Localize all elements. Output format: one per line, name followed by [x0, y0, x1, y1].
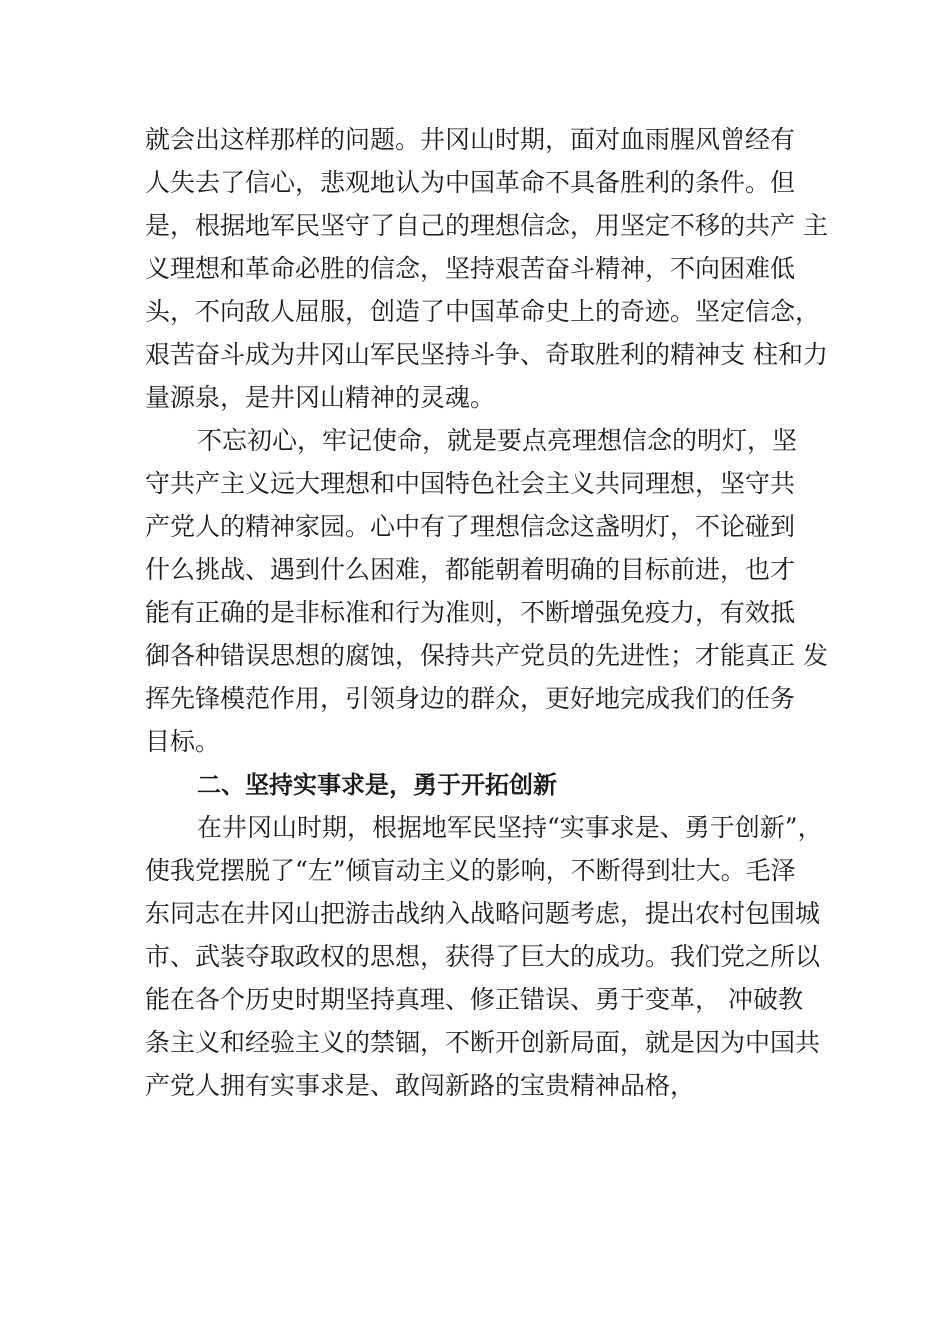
text-line: 艰苦奋斗成为井冈山军民坚持斗争、奇取胜利的精神支 柱和力 — [145, 340, 828, 369]
text-line: 产党人的精神家园。心中有了理想信念这盏明灯，不论碰到 — [145, 512, 796, 541]
text-line: 能有正确的是非标准和行为准则，不断增强免疫力，有效抵 — [145, 598, 796, 627]
text-line: 能在各个历史时期坚持真理、修正错误、勇于变革， 冲破教 — [145, 985, 803, 1014]
text-line: 是，根据地军民坚守了自己的理想信念，用坚定不移的共产 主 — [145, 211, 828, 240]
text-line: 量源泉，是井冈山精神的灵魂。 — [145, 383, 496, 412]
text-line: 东同志在井冈山把游击战纳入战略问题考虑，提出农村包围城 — [145, 899, 821, 928]
text-line: 产党人拥有实事求是、敢闯新路的宝贵精神品格， — [145, 1071, 696, 1100]
text-line: 在井冈山时期，根据地军民坚持“实事求是、勇于创新”， — [197, 813, 823, 842]
text-line: 不忘初心，牢记使命，就是要点亮理想信念的明灯，坚 — [197, 426, 798, 455]
section-heading: 二、坚持实事求是，勇于开拓创新 — [197, 771, 557, 799]
text-line: 市、武装夺取政权的思想，获得了巨大的成功。我们党之所以 — [145, 942, 821, 971]
text-line: 守共产主义远大理想和中国特色社会主义共同理想，坚守共 — [145, 469, 796, 498]
text-line: 就会出这样那样的问题。井冈山时期，面对血雨腥风曾经有 — [145, 125, 796, 154]
text-line: 义理想和革命必胜的信念，坚持艰苦奋斗精神，不向困难低 — [145, 254, 796, 283]
text-line: 什么挑战、遇到什么困难，都能朝着明确的目标前进，也才 — [145, 555, 796, 584]
text-line: 目标。 — [145, 727, 221, 756]
text-line: 使我党摆脱了“左”倾盲动主义的影响，不断得到壮大。毛泽 — [145, 856, 796, 885]
text-line: 条主义和经验主义的禁锢，不断开创新局面，就是因为中国共 — [145, 1028, 821, 1057]
text-line: 人失去了信心，悲观地认为中国革命不具备胜利的条件。但 — [145, 168, 796, 197]
text-line: 头，不向敌人屈服，创造了中国革命史上的奇迹。坚定信念， — [145, 297, 821, 326]
text-line: 挥先锋模范作用，引领身边的群众，更好地完成我们的任务 — [145, 684, 796, 713]
text-line: 御各种错误思想的腐蚀，保持共产党员的先进性；才能真正 发 — [145, 641, 828, 670]
